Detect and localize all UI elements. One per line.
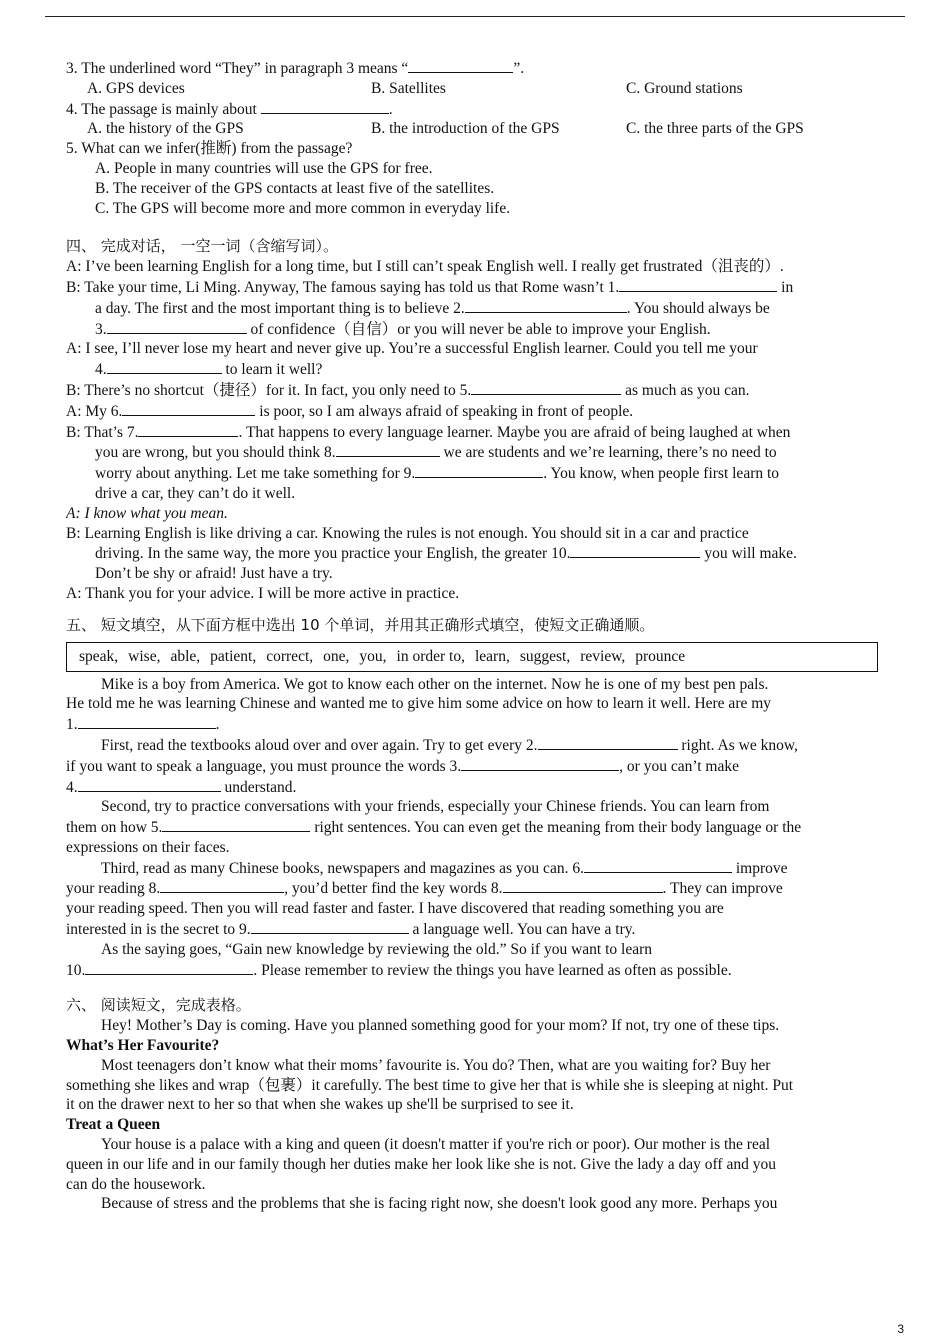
passage-text: improve bbox=[735, 859, 788, 877]
word-bank-item: you, bbox=[359, 647, 387, 665]
question-4-options bbox=[66, 119, 878, 139]
question-3-stem: 3. The underlined word “They” in paragraph 3 means “ bbox=[66, 60, 409, 77]
blank-6[interactable] bbox=[584, 858, 732, 873]
blank-6[interactable] bbox=[122, 401, 255, 416]
blank-4[interactable] bbox=[107, 359, 222, 374]
section-5-heading: 五、 短文填空，从下面方框中选出 10 个单词，并用其正确形式填空，使短文正确通顺。 bbox=[66, 615, 655, 634]
question-3-end: ”. bbox=[513, 60, 525, 77]
blank-7[interactable] bbox=[160, 878, 284, 893]
word-bank-box bbox=[66, 642, 878, 672]
passage-text: right sentences. You can even get the meaning from their body language or the bbox=[314, 819, 802, 837]
section-6-heading: 六、 阅读短文，完成表格。 bbox=[66, 996, 251, 1015]
word-bank-item: review, bbox=[580, 647, 626, 665]
answer-blank[interactable] bbox=[261, 99, 389, 114]
passage-line bbox=[66, 756, 878, 777]
question-4 bbox=[66, 99, 878, 120]
dialogue-line: A: I know what you mean. bbox=[66, 504, 228, 522]
dialogue-text: B: Take your time, Li Ming. Anyway, The famous saying has told us that Rome wasn’t 1. bbox=[66, 278, 620, 296]
dialogue-text: you will make. bbox=[704, 545, 797, 563]
passage-line: Mike is a boy from America. We got to know each other on the internet. Now he is one of my best pen pals. bbox=[101, 675, 769, 693]
option-a: A. the history of the GPS bbox=[87, 120, 244, 138]
blank-2[interactable] bbox=[465, 298, 627, 313]
passage-line: can do the housework. bbox=[66, 1175, 206, 1193]
passage-line: As the saying goes, “Gain new knowledge by reviewing the old.” So if you want to learn bbox=[101, 940, 652, 958]
passage-line: your reading speed. Then you will read faster and faster. I have discovered that reading something you are bbox=[66, 900, 724, 918]
passage-line: queen in our life and in our family though her duties make her look like she is not. Give the lady a day off and you bbox=[66, 1155, 776, 1173]
word-bank-item: prounce bbox=[635, 647, 686, 665]
blank-7[interactable] bbox=[138, 422, 238, 437]
passage-line: Most teenagers don’t know what their moms’ favourite is. You do? Then, what are you waiting for? Buy her bbox=[101, 1056, 771, 1074]
dialogue-line bbox=[66, 422, 878, 443]
dialogue-text: . You should always be bbox=[626, 299, 770, 317]
word-bank-item: able, bbox=[170, 647, 201, 665]
passage-text: . Please remember to review the things you have learned as often as possible. bbox=[253, 961, 732, 979]
passage-line: Because of stress and the problems that she is facing right now, she doesn't look good any more. Perhaps you bbox=[101, 1195, 778, 1213]
passage-text: your reading 8. bbox=[66, 880, 161, 898]
passage-line bbox=[66, 817, 878, 838]
blank-8[interactable] bbox=[503, 878, 663, 893]
word-bank-item: one, bbox=[323, 647, 350, 665]
passage-line: Second, try to practice conversations with your friends, especially your Chinese friends. You can learn from bbox=[101, 798, 770, 816]
option-b: B. The receiver of the GPS contacts at least five of the satellites. bbox=[95, 179, 495, 197]
page-number: 3 bbox=[897, 1322, 904, 1336]
dialogue-text: you are wrong, but you should think 8. bbox=[95, 444, 336, 462]
dialogue-text: worry about anything. Let me take something for 9. bbox=[95, 465, 416, 483]
passage-text: right. As we know, bbox=[681, 736, 798, 754]
passage-text: if you want to speak a language, you must prounce the words 3. bbox=[66, 757, 462, 775]
dialogue-line bbox=[66, 380, 878, 401]
passage-line bbox=[66, 919, 878, 940]
dialogue-line bbox=[66, 277, 878, 298]
passage-line bbox=[66, 714, 878, 735]
blank-1[interactable] bbox=[78, 714, 216, 729]
word-bank-item: in order to, bbox=[396, 647, 465, 665]
dialogue-text: B: That’s 7. bbox=[66, 423, 139, 441]
blank-5[interactable] bbox=[471, 380, 621, 395]
dialogue-line bbox=[66, 319, 878, 340]
passage-text: First, read the textbooks aloud over and over again. Try to get every 2. bbox=[101, 736, 538, 754]
dialogue-text: a day. The first and the most important thing is to believe 2. bbox=[95, 299, 465, 317]
question-4-end: . bbox=[388, 100, 393, 118]
dialogue-text: A: My 6. bbox=[66, 402, 123, 420]
blank-2[interactable] bbox=[538, 735, 678, 750]
dialogue-text: 3. bbox=[95, 320, 107, 338]
option-a: A. People in many countries will use the GPS for free. bbox=[95, 159, 433, 177]
option-a: A. GPS devices bbox=[87, 79, 185, 97]
blank-9[interactable] bbox=[251, 919, 409, 934]
blank-5[interactable] bbox=[162, 817, 310, 832]
blank-1[interactable] bbox=[619, 277, 777, 292]
word-bank-item: patient, bbox=[210, 647, 257, 665]
passage-text: them on how 5. bbox=[66, 819, 163, 837]
dialogue-text: . That happens to every language learner. Maybe you are afraid of being laughed at when bbox=[238, 423, 791, 441]
dialogue-text: is poor, so I am always afraid of speaking in front of people. bbox=[259, 402, 634, 420]
blank-4[interactable] bbox=[78, 777, 221, 792]
section-4-heading: 四、 完成对话， 一空一词（含缩写词）。 bbox=[66, 237, 339, 256]
passage-line: Your house is a palace with a king and queen (it doesn't matter if you're rich or poor). Our mother is the real bbox=[101, 1136, 771, 1154]
option-b: B. Satellites bbox=[371, 79, 446, 97]
blank-3[interactable] bbox=[107, 319, 247, 334]
question-5-stem: 5. What can we infer(推断) from the passage? bbox=[66, 140, 353, 158]
blank-10[interactable] bbox=[570, 543, 700, 558]
question-3-options bbox=[66, 79, 878, 99]
passage-line: it on the drawer next to her so that when she wakes up she'll be surprised to see it. bbox=[66, 1096, 574, 1114]
subheading: Treat a Queen bbox=[66, 1116, 161, 1134]
dialogue-text: . You know, when people first learn to bbox=[543, 465, 780, 483]
option-c: C. Ground stations bbox=[626, 79, 743, 97]
question-4-stem: 4. The passage is mainly about bbox=[66, 100, 257, 118]
option-b: B. the introduction of the GPS bbox=[371, 120, 560, 138]
blank-8[interactable] bbox=[336, 442, 440, 457]
dialogue-text: as much as you can. bbox=[625, 381, 750, 399]
passage-line: something she likes and wrap（包裹）it carefully. The best time to give her that is while she is sleeping at night. Put bbox=[66, 1076, 794, 1094]
passage-text: a language well. You can have a try. bbox=[412, 921, 636, 939]
passage-text: . They can improve bbox=[662, 880, 783, 898]
passage-line: Hey! Mother’s Day is coming. Have you planned something good for your mom? If not, try one of these tips. bbox=[101, 1017, 780, 1035]
option-c: C. The GPS will become more and more common in everyday life. bbox=[95, 199, 511, 217]
dialogue-line: drive a car, they can’t do it well. bbox=[95, 484, 296, 502]
passage-text: Third, read as many Chinese books, newspapers and magazines as you can. 6. bbox=[101, 859, 584, 877]
dialogue-line: B: Learning English is like driving a car. Knowing the rules is not enough. You should sit in a car and practice bbox=[66, 524, 749, 542]
passage-text: . bbox=[215, 716, 220, 734]
word-bank-item: correct, bbox=[266, 647, 314, 665]
passage-line: expressions on their faces. bbox=[66, 838, 230, 856]
dialogue-line bbox=[66, 463, 878, 484]
word-bank-item: suggest, bbox=[519, 647, 571, 665]
passage-text: 10. bbox=[66, 961, 86, 979]
dialogue-line bbox=[66, 359, 878, 380]
question-3 bbox=[66, 58, 878, 79]
passage-line bbox=[66, 777, 878, 798]
passage-line bbox=[66, 960, 878, 981]
dialogue-line bbox=[66, 401, 878, 422]
subheading: What’s Her Favourite? bbox=[66, 1037, 220, 1055]
dialogue-line: A: Thank you for your advice. I will be more active in practice. bbox=[66, 584, 460, 602]
passage-line bbox=[66, 878, 878, 899]
passage-text: , or you can’t make bbox=[619, 757, 739, 775]
worksheet-page bbox=[66, 58, 878, 1214]
dialogue-line: A: I see, I’ll never lose my heart and never give up. You’re a successful English learner. Could you tell me your bbox=[66, 340, 758, 358]
dialogue-text: B: There’s no shortcut（捷径）for it. In fact, you only need to 5. bbox=[66, 381, 472, 399]
dialogue-text: to learn it well? bbox=[225, 361, 323, 379]
answer-blank[interactable] bbox=[408, 58, 513, 73]
dialogue-line bbox=[66, 298, 878, 319]
option-c: C. the three parts of the GPS bbox=[626, 120, 804, 138]
blank-3[interactable] bbox=[461, 756, 619, 771]
passage-line bbox=[66, 858, 878, 879]
passage-text: 4. bbox=[66, 778, 78, 796]
passage-text: , you’d better find the key words 8. bbox=[284, 880, 503, 898]
passage-line bbox=[66, 735, 878, 756]
dialogue-text: of confidence（自信）or you will never be able to improve your English. bbox=[250, 320, 711, 338]
dialogue-text: in bbox=[781, 278, 794, 296]
dialogue-line bbox=[66, 442, 878, 463]
passage-text: 1. bbox=[66, 716, 78, 734]
dialogue-text: 4. bbox=[95, 361, 107, 379]
word-bank-item: learn, bbox=[474, 647, 510, 665]
dialogue-text: we are students and we’re learning, there’s no need to bbox=[443, 444, 777, 462]
top-rule bbox=[45, 16, 905, 17]
passage-line: He told me he was learning Chinese and wanted me to give him some advice on how to learn it well. Here are my bbox=[66, 695, 772, 713]
word-bank-item: speak, bbox=[79, 647, 119, 665]
dialogue-line: Don’t be shy or afraid! Just have a try. bbox=[95, 565, 333, 583]
dialogue-line bbox=[66, 543, 878, 564]
passage-text: understand. bbox=[224, 778, 297, 796]
blank-9[interactable] bbox=[415, 463, 543, 478]
dialogue-text: driving. In the same way, the more you practice your English, the greater 10. bbox=[95, 545, 571, 563]
passage-text: interested in is the secret to 9. bbox=[66, 921, 251, 939]
blank-10[interactable] bbox=[85, 960, 253, 975]
dialogue-line: A: I’ve been learning English for a long time, but I still can’t speak English well. I really get frustrated（沮丧的）. bbox=[66, 258, 784, 276]
word-bank-item: wise, bbox=[128, 647, 161, 665]
